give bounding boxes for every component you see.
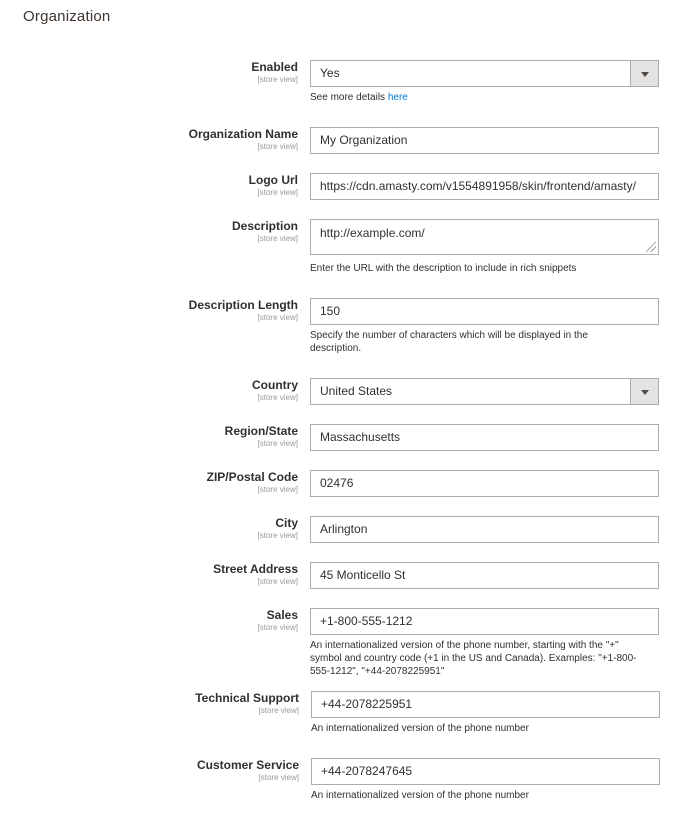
zip-label: ZIP/Postal Code [206, 470, 298, 484]
region-input[interactable] [310, 424, 659, 451]
description-length-label: Description Length [188, 298, 298, 312]
scope-label: [store view] [257, 234, 298, 243]
description-length-value: 150 [320, 304, 341, 318]
street-value: 45 Monticello St [320, 568, 406, 582]
scope-label: [store view] [257, 577, 298, 586]
sales-label: Sales [266, 608, 298, 622]
region-label: Region/State [224, 424, 298, 438]
customer-service-input[interactable] [311, 758, 660, 785]
label-sales [258, 608, 298, 633]
city-value: Arlington [320, 522, 368, 536]
logo-url-label: Logo Url [248, 173, 298, 187]
country-select[interactable] [310, 378, 659, 405]
tech-support-value: +44-2078225951 [321, 697, 413, 711]
enabled-select[interactable] [310, 60, 659, 87]
scope-label: [store view] [258, 773, 299, 782]
country-label: Country [252, 378, 298, 392]
label-street [213, 562, 298, 587]
chevron-down-icon[interactable] [630, 61, 658, 86]
zip-value: 02476 [320, 476, 354, 490]
label-customer-service [197, 758, 299, 783]
enabled-note [310, 91, 655, 104]
resize-grip-icon[interactable] [646, 242, 656, 252]
label-zip [207, 470, 298, 495]
scope-label: [store view] [257, 188, 298, 197]
scope-label: [store view] [257, 485, 298, 494]
scope-label: [store view] [257, 142, 298, 151]
scope-label: [store view] [257, 393, 298, 402]
street-input[interactable] [310, 562, 659, 589]
label-city [258, 516, 298, 541]
street-label: Street Address [213, 562, 298, 576]
see-more-details-link[interactable]: here [387, 92, 408, 103]
label-description [232, 219, 298, 244]
scope-label: [store view] [257, 623, 298, 632]
sales-value: +1-800-555-1212 [320, 614, 413, 628]
logo-url-input[interactable] [310, 173, 659, 200]
scope-label: [store view] [257, 75, 298, 84]
logo-url-value: https://cdn.amasty.com/v1554891958/skin/frontend/amasty/ [320, 179, 636, 193]
description-textarea[interactable] [310, 219, 659, 255]
description-label: Description [231, 219, 298, 233]
customer-service-label: Customer Service [196, 758, 299, 772]
region-value: Massachusetts [320, 430, 401, 444]
tech-support-note: An internationalized version of the phone number [311, 723, 529, 734]
city-label: City [275, 516, 298, 530]
enabled-value: Yes [320, 66, 340, 80]
org-name-value: My Organization [320, 133, 408, 147]
label-country [252, 378, 298, 403]
description-length-note: Specify the number of characters which will be displayed in the description. [310, 330, 588, 354]
scope-label: [store view] [258, 706, 299, 715]
city-input[interactable] [310, 516, 659, 543]
description-length-input[interactable] [310, 298, 659, 325]
zip-input[interactable] [310, 470, 659, 497]
scope-label: [store view] [257, 531, 298, 540]
sales-note: An internationalized version of the phone number, starting with the "+" symbol and country code (+1 in the US and Canada). Examples: "+1-800-555-1212", "+44-2078225951" [310, 640, 637, 677]
org-name-input[interactable] [310, 127, 659, 154]
enabled-note-text: See more details [310, 92, 386, 103]
description-note: Enter the URL with the description to include in rich snippets [310, 263, 577, 274]
tech-support-label: Technical Support [195, 691, 299, 705]
chevron-down-icon[interactable] [630, 379, 658, 404]
label-tech-support [195, 691, 299, 716]
description-value: http://example.com/ [320, 226, 425, 240]
tech-support-input[interactable] [311, 691, 660, 718]
label-logo-url [249, 173, 298, 198]
enabled-label: Enabled [251, 60, 298, 74]
section-title: Organization [23, 8, 111, 25]
sales-input[interactable] [310, 608, 659, 635]
customer-service-value: +44-2078247645 [321, 764, 413, 778]
country-value: United States [320, 384, 393, 398]
scope-label: [store view] [257, 439, 298, 448]
customer-service-note: An internationalized version of the phone number [311, 790, 529, 801]
label-description-length [189, 298, 298, 323]
label-region [225, 424, 298, 449]
label-org-name [189, 127, 298, 152]
scope-label: [store view] [257, 313, 298, 322]
org-name-label: Organization Name [188, 127, 298, 141]
label-enabled [251, 60, 298, 85]
